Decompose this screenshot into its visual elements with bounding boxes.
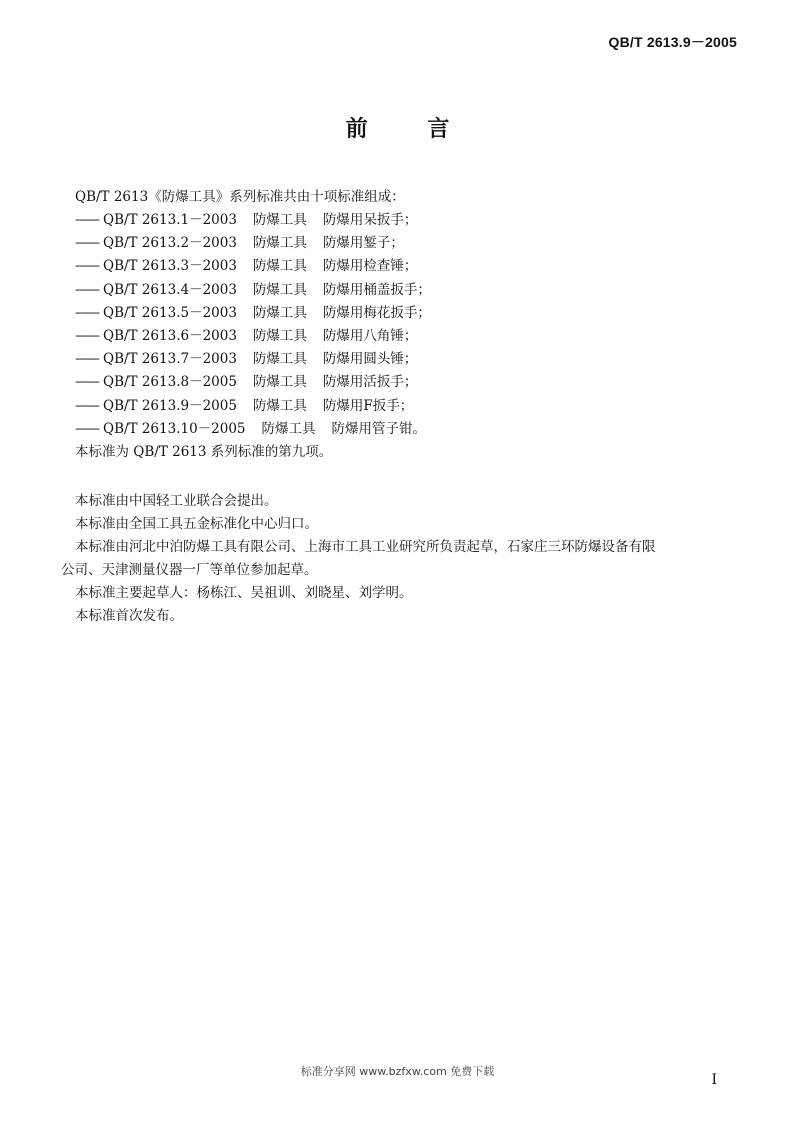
- standard-code: QB/T 2613.9－2005: [608, 34, 737, 50]
- list-item: [75, 232, 735, 255]
- item-dash: ——: [75, 258, 98, 275]
- item-code: QB/T 2613.4－2003: [103, 281, 237, 298]
- item-dash: ——: [75, 281, 98, 298]
- paragraph: 本标准首次发布。: [75, 607, 183, 624]
- paragraph: 本标准由中国轻工业联合会提出。: [75, 492, 278, 509]
- item-name: 防爆工具: [252, 374, 307, 391]
- item-name: 防爆工具: [261, 420, 316, 437]
- list-item: [75, 279, 735, 302]
- item-name: 防爆工具: [252, 212, 307, 228]
- standards-list: [75, 209, 735, 441]
- list-item: [75, 255, 735, 278]
- list-item: [75, 371, 735, 394]
- list-item: [75, 325, 735, 348]
- list-item: [75, 348, 735, 371]
- item-desc: 防爆用活扳手；: [322, 374, 418, 391]
- item-code: QB/T 2613.5－2003: [103, 304, 237, 321]
- item-desc: 防爆用管子钳。: [331, 420, 427, 437]
- item-name: 防爆工具: [252, 327, 307, 344]
- item-code: QB/T 2613.9－2005: [103, 397, 237, 414]
- item-name: 防爆工具: [252, 235, 307, 252]
- item-desc: 防爆用F扳手；: [322, 397, 414, 414]
- paragraph: 本标准由全国工具五金标准化中心归口。: [75, 515, 318, 532]
- item-desc: 防爆用梅花扳手；: [322, 304, 431, 321]
- paragraph: 本标准主要起草人：杨栋江、吴祖训、刘晓星、刘学明。: [75, 584, 413, 601]
- item-name: 防爆工具: [252, 258, 307, 275]
- list-item: [75, 395, 735, 418]
- item-code: QB/T 2613.1－2003: [103, 212, 237, 228]
- footer-watermark: 标准分享网 www.bzfxw.com 免费下载: [300, 1065, 495, 1078]
- page-number: I: [711, 1072, 717, 1088]
- item-name: 防爆工具: [252, 281, 307, 298]
- item-dash: ——: [75, 374, 98, 391]
- list-item: [75, 209, 735, 232]
- item-dash: ——: [75, 351, 98, 368]
- item-code: QB/T 2613.10－2005: [103, 420, 246, 437]
- series-note: 本标准为 QB/T 2613 系列标准的第九项。: [75, 443, 333, 460]
- item-desc: 防爆用检查锤；: [322, 258, 418, 275]
- item-desc: 防爆用八角锤；: [322, 327, 418, 344]
- item-code: QB/T 2613.8－2005: [103, 374, 237, 391]
- item-name: 防爆工具: [252, 351, 307, 368]
- item-name: 防爆工具: [252, 397, 307, 414]
- item-dash: ——: [75, 304, 98, 321]
- item-dash: ——: [75, 327, 98, 344]
- intro-line: QB/T 2613《防爆工具》系列标准共由十项标准组成：: [75, 189, 405, 205]
- item-code: QB/T 2613.6－2003: [103, 327, 237, 344]
- item-dash: ——: [75, 212, 98, 228]
- item-code: QB/T 2613.2－2003: [103, 235, 237, 252]
- foreword-content: [61, 186, 735, 628]
- list-item: [75, 418, 735, 441]
- item-code: QB/T 2613.7－2003: [103, 351, 237, 368]
- item-dash: ——: [75, 235, 98, 252]
- list-item: [75, 302, 735, 325]
- item-dash: ——: [75, 397, 98, 414]
- item-desc: 防爆用錾子；: [322, 235, 404, 252]
- paragraph-continuation: 公司、天津测量仪器一厂等单位参加起草。: [61, 561, 318, 578]
- item-name: 防爆工具: [252, 304, 307, 321]
- paragraph: 本标准由河北中泊防爆工具有限公司、上海市工具工业研究所负责起草，石家庄三环防爆设备有限: [75, 538, 656, 555]
- item-desc: 防爆用桶盖扳手；: [322, 281, 431, 298]
- item-desc: 防爆用呆扳手；: [322, 212, 418, 228]
- item-desc: 防爆用圆头锤；: [322, 351, 418, 368]
- item-dash: ——: [75, 420, 98, 437]
- page-title: 前 言: [345, 117, 476, 142]
- item-code: QB/T 2613.3－2003: [103, 258, 237, 275]
